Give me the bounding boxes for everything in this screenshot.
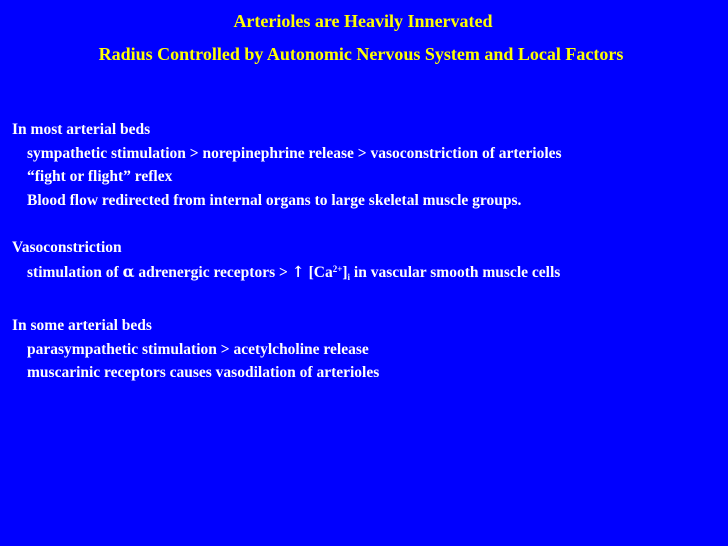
bullet-line: muscarinic receptors causes vasodilation of arterioles (27, 364, 380, 381)
formula-middle: adrenergic receptors > (134, 263, 292, 281)
section-heading: In some arterial beds (12, 317, 152, 334)
slide-subtitle: Radius Controlled by Autonomic Nervous System and Local Factors (98, 44, 624, 64)
up-arrow-icon: ↑ (291, 261, 305, 281)
calcium-bracket-open: [Ca (304, 263, 333, 281)
calcium-bracket-close: ] (342, 263, 348, 281)
formula-prefix: stimulation of (27, 263, 123, 281)
bullet-line: “fight or flight” reflex (27, 168, 173, 185)
bullet-line: Blood flow redirected from internal organs to large skeletal muscle groups. (27, 191, 522, 209)
bullet-line: parasympathetic stimulation > acetylcholine release (27, 340, 369, 358)
section-parasympathetic (12, 314, 379, 385)
formula-suffix: in vascular smooth muscle cells (350, 263, 561, 281)
section-heading: In most arterial beds (12, 121, 151, 138)
alpha-symbol: α (122, 261, 135, 281)
section-heading: Vasoconstriction (12, 239, 122, 256)
section-vasoconstriction (12, 236, 560, 286)
calcium-charge-superscript: 2+ (332, 263, 343, 274)
section-sympathetic (12, 118, 562, 212)
formula-line (12, 260, 560, 287)
bullet-line: sympathetic stimulation > norepinephrine release > vasoconstriction of arterioles (27, 144, 562, 162)
intracellular-subscript: i (347, 271, 351, 282)
slide-title: Arterioles are Heavily Innervated (233, 11, 493, 31)
